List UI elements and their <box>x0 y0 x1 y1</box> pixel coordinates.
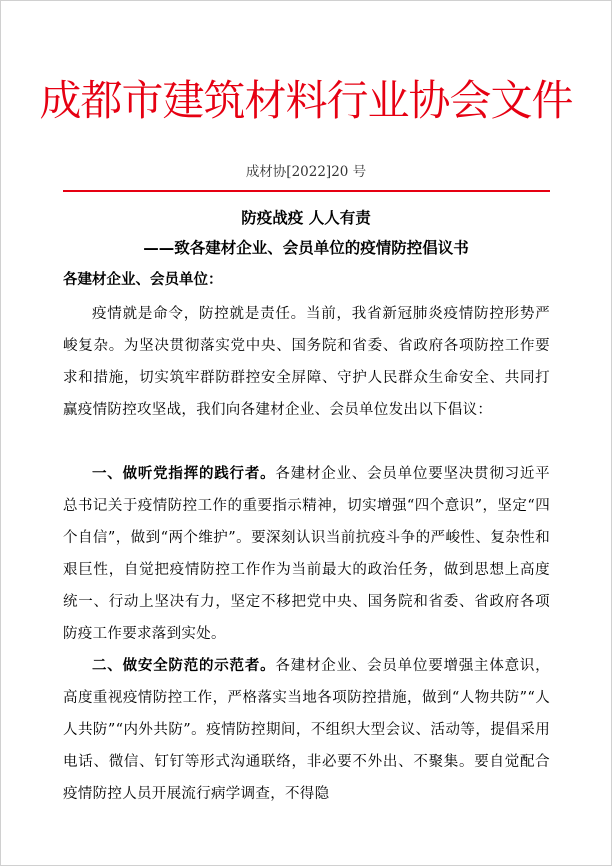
salutation: 各建材企业、会员单位： <box>63 272 223 288</box>
paragraph-body: 各建材企业、会员单位要增强主体意识，高度重视疫情防控工作，严格落实当地各项防控措施，做到“人物共防”“人人共防”“内外共防”。疫情防控期间，不组织大型会议、活动等，提倡采用电话、微信、钉钉等形式沟通联络，非必要不外出、不聚集。要自觉配合疫情防控人员开展流行病学调查，不得隐 <box>63 658 550 802</box>
document-number: 成材协[2022]20 号 <box>245 164 367 180</box>
paragraph-item-1 <box>63 458 550 650</box>
paragraph-body: 各建材企业、会员单位要坚决贯彻习近平总书记关于疫情防控工作的重要指示精神，切实增强“四个意识”，坚定“四个自信”，做到“两个维护”。要深刻认识当前抗疫斗争的严峻性、复杂性和艰巨性，自觉把疫情防控工作作为当前最大的政治任务，做到思想上高度统一、行动上坚决有力，坚定不移把党中央、国务院和省委、省政府各项防疫工作要求落到实处。 <box>63 466 550 642</box>
paragraph-item-2 <box>63 650 550 810</box>
paragraph-intro <box>63 298 550 426</box>
document-header-title: 成都市建筑材料行业协会文件 <box>39 76 573 125</box>
red-divider <box>63 190 550 192</box>
paragraph-lead: 一、做听党指挥的践行者。 <box>92 466 276 482</box>
paragraph-lead: 二、做安全防范的示范者。 <box>92 658 276 674</box>
document-title: 防疫战疫 人人有责 <box>241 209 371 227</box>
document-subtitle: ——致各建材企业、会员单位的疫情防控倡议书 <box>143 239 469 257</box>
paragraph-body: 疫情就是命令，防控就是责任。当前，我省新冠肺炎疫情防控形势严峻复杂。为坚决贯彻落实党中央、国务院和省委、省政府各项防控工作要求和措施，切实筑牢群防群控安全屏障、守护人民群众生命安全、共同打赢疫情防控攻坚战，我们向各建材企业、会员单位发出以下倡议： <box>63 306 550 418</box>
